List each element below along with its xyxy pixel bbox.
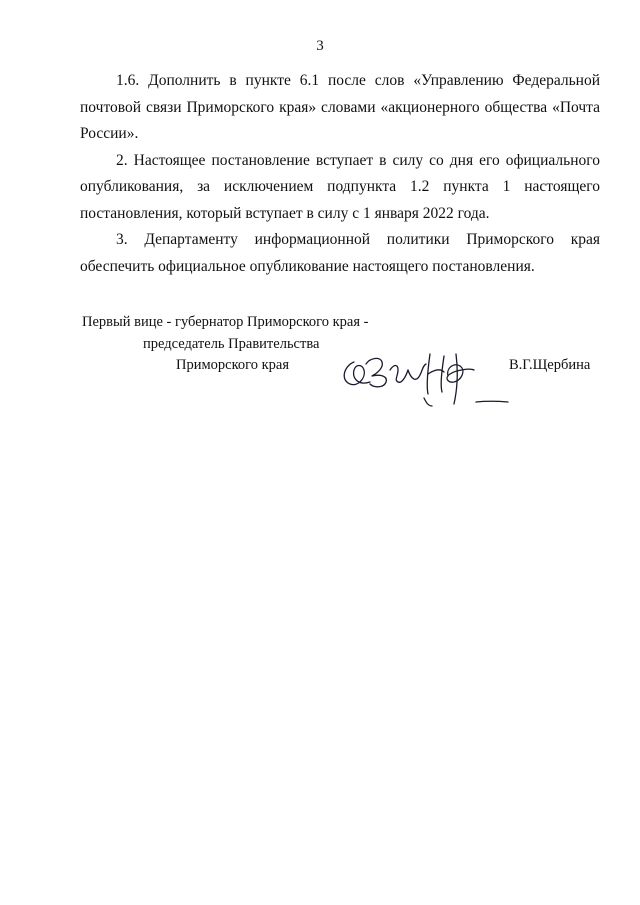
signer-name: В.Г.Щербина <box>509 357 591 373</box>
paragraph-3: 3. Департаменту информационной политики Приморского края обеспечить официальное опубликование настоящего постановления. <box>80 231 600 275</box>
paragraph-1-6: 1.6. Дополнить в пункте 6.1 после слов «Управлению Федеральной почтовой связи Приморского края» словами «акционерного общества «Почта России». <box>80 72 600 142</box>
signer-title-line-2: председатель Правительства <box>143 336 320 352</box>
signer-title-line-3: Приморского края <box>176 357 290 373</box>
page-number: 3 <box>316 38 324 54</box>
signer-title-line-1: Первый вице - губернатор Приморского края - <box>82 314 369 330</box>
paragraph-2: 2. Настоящее постановление вступает в силу со дня его официального опубликования, за исключением подпункта 1.2 пункта 1 настоящего постановления, который вступает в силу с 1 января 2022 года. <box>80 151 600 222</box>
document-body <box>80 68 600 280</box>
handwritten-signature <box>336 340 516 410</box>
